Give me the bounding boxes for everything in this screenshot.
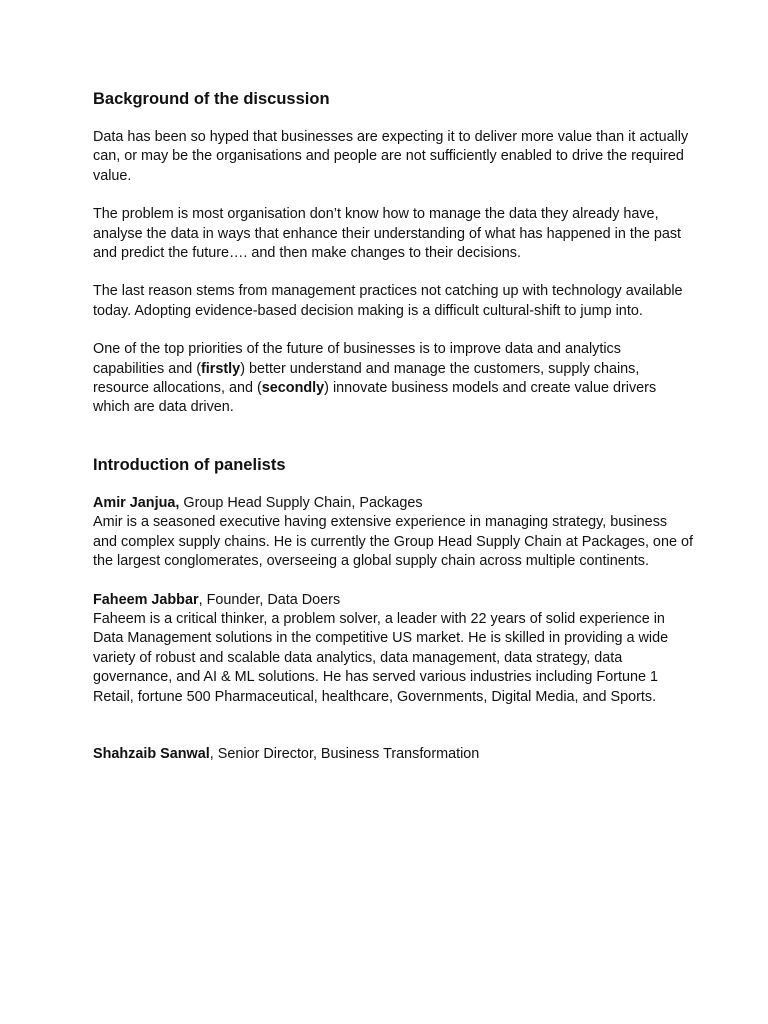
panelist-role: , Senior Director, Business Transformation	[209, 745, 480, 762]
panelist-bio: Faheem is a critical thinker, a problem solver, a leader with 22 years of solid experience in Data Management solutions in the competitive US market. He is skilled in providing a wide variety of robust and scalable data analytics, data management, data strategy, data governance, and AI & ML solutions. He has served various industries including Fortune 1 Retail, fortune 500 Pharmaceutical, healthcare, Governments, Digital Media, and Sports.	[93, 610, 669, 705]
secondly-emphasis: secondly	[261, 380, 325, 397]
priorities-paragraph	[93, 340, 693, 418]
panelist-name: Faheem Jabbar	[93, 591, 199, 608]
panelist-role: , Founder, Data Doers	[198, 591, 341, 608]
panelist-name: Shahzaib Sanwal	[93, 745, 210, 762]
panelist-bio: Amir is a seasoned executive having extensive experience in managing strategy, business and complex supply chains. He is currently the Group Head Supply Chain at Packages, one of the largest conglomerates, overseeing a global supply chain across multiple continents.	[93, 514, 693, 570]
section-heading-background: Background of the discussion	[93, 90, 330, 108]
firstly-emphasis: firstly	[201, 360, 241, 377]
priorities-text: ) innovate business models and create value drivers which are data driven.	[93, 380, 657, 416]
section-heading-panelists: Introduction of panelists	[93, 455, 286, 474]
paragraph: Data has been so hyped that businesses are expecting it to deliver more value than it actually can, or may be the organisations and people are not sufficiently enabled to drive the required value.	[93, 129, 689, 184]
paragraph: The last reason stems from management practices not catching up with technology available today. Adopting evidence-based decision making is a difficult cultural-shift to jump into.	[93, 283, 683, 319]
priorities-text: ) better understand and manage the customers, supply chains, resource allocations, and (	[93, 360, 640, 397]
document-page	[93, 88, 693, 764]
panelist-name: Amir Janjua,	[93, 494, 180, 511]
panelist-title-line	[93, 745, 693, 764]
panelist-title-line	[93, 591, 693, 610]
paragraph: The problem is most organisation don’t know how to manage the data they already have, analyse the data in ways that enhance their understanding of what has happened in the past and predict the future…. and then make changes to their decisions.	[93, 206, 682, 262]
priorities-text: One of the top priorities of the future of businesses is to improve data and analytics capabilities and (	[93, 341, 621, 377]
panelist-role: Group Head Supply Chain, Packages	[179, 494, 423, 511]
panelist-title-line	[93, 494, 693, 513]
